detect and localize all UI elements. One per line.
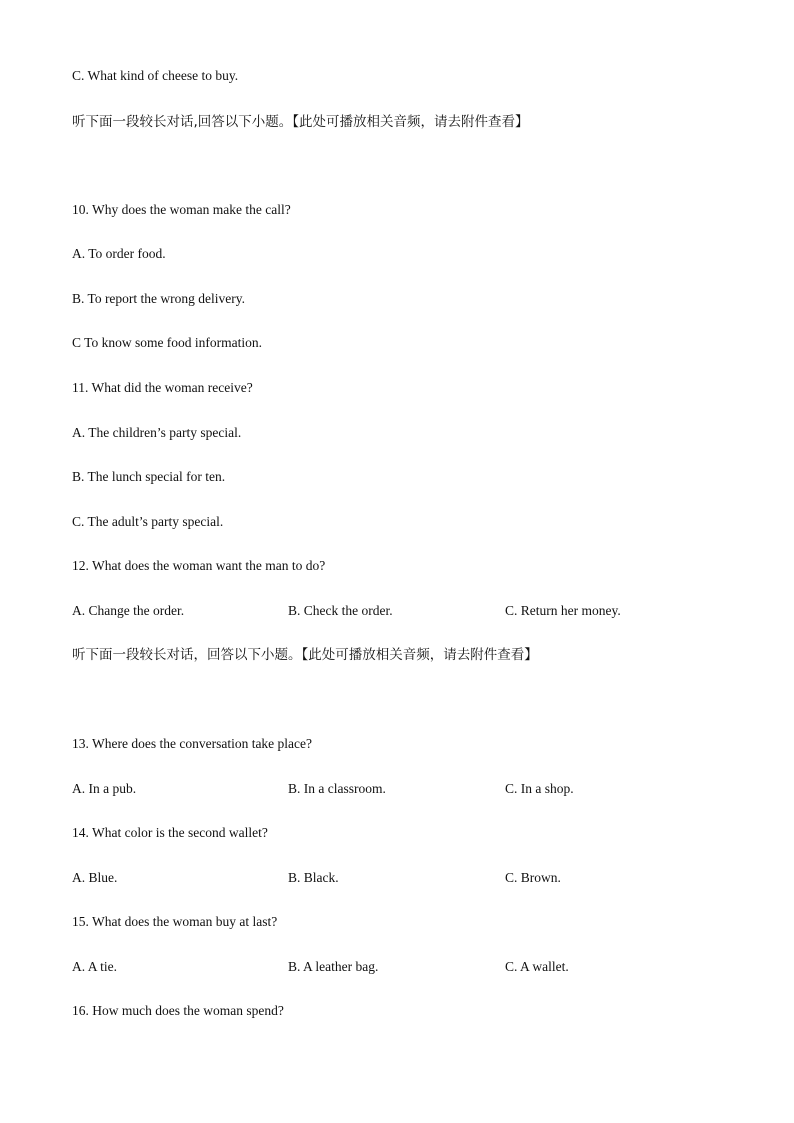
question-13-options xyxy=(72,780,752,798)
question-12-option-b: B. Check the order. xyxy=(288,603,393,618)
question-10: 10. Why does the woman make the call? xyxy=(72,202,291,217)
question-13-option-a: A. In a pub. xyxy=(72,781,137,796)
question-15-option-b: B. A leather bag. xyxy=(288,959,379,974)
question-14-option-b: B. Black. xyxy=(288,870,339,885)
listening-instruction: 听下面一段较长对话,回答以下小题。【此处可播放相关音频，请去附件查看】 xyxy=(72,114,529,130)
question-15: 15. What does the woman buy at last? xyxy=(72,914,278,929)
question-13-option-c: C. In a shop. xyxy=(505,781,574,796)
question-12-option-c: C. Return her money. xyxy=(505,603,621,618)
question-14-option-c: C. Brown. xyxy=(505,870,561,885)
question-11-option-b: B. The lunch special for ten. xyxy=(72,469,226,484)
question-12-option-a: A. Change the order. xyxy=(72,603,185,618)
question-11-option-a: A. The children’s party special. xyxy=(72,425,242,440)
question-15-option-a: A. A tie. xyxy=(72,959,118,974)
question-12: 12. What does the woman want the man to do? xyxy=(72,558,326,573)
question-15-option-c: C. A wallet. xyxy=(505,959,569,974)
question-11: 11. What did the woman receive? xyxy=(72,380,253,395)
question-10-option-c: C To know some food information. xyxy=(72,335,263,350)
question-12-options xyxy=(72,602,752,620)
question-14-options xyxy=(72,869,752,887)
question-13: 13. Where does the conversation take place? xyxy=(72,736,313,751)
question-11-option-c: C. The adult’s party special. xyxy=(72,514,224,529)
question-14: 14. What color is the second wallet? xyxy=(72,825,268,840)
question-15-options xyxy=(72,958,752,976)
question-13-option-b: B. In a classroom. xyxy=(288,781,386,796)
question-16: 16. How much does the woman spend? xyxy=(72,1003,284,1018)
question-10-option-a: A. To order food. xyxy=(72,246,166,261)
question-14-option-a: A. Blue. xyxy=(72,870,118,885)
question-10-option-b: B. To report the wrong delivery. xyxy=(72,291,246,306)
option-c-cheese: C. What kind of cheese to buy. xyxy=(72,68,239,83)
listening-instruction-2: 听下面一段较长对话，回答以下小题。【此处可播放相关音频，请去附件查看】 xyxy=(72,647,538,663)
